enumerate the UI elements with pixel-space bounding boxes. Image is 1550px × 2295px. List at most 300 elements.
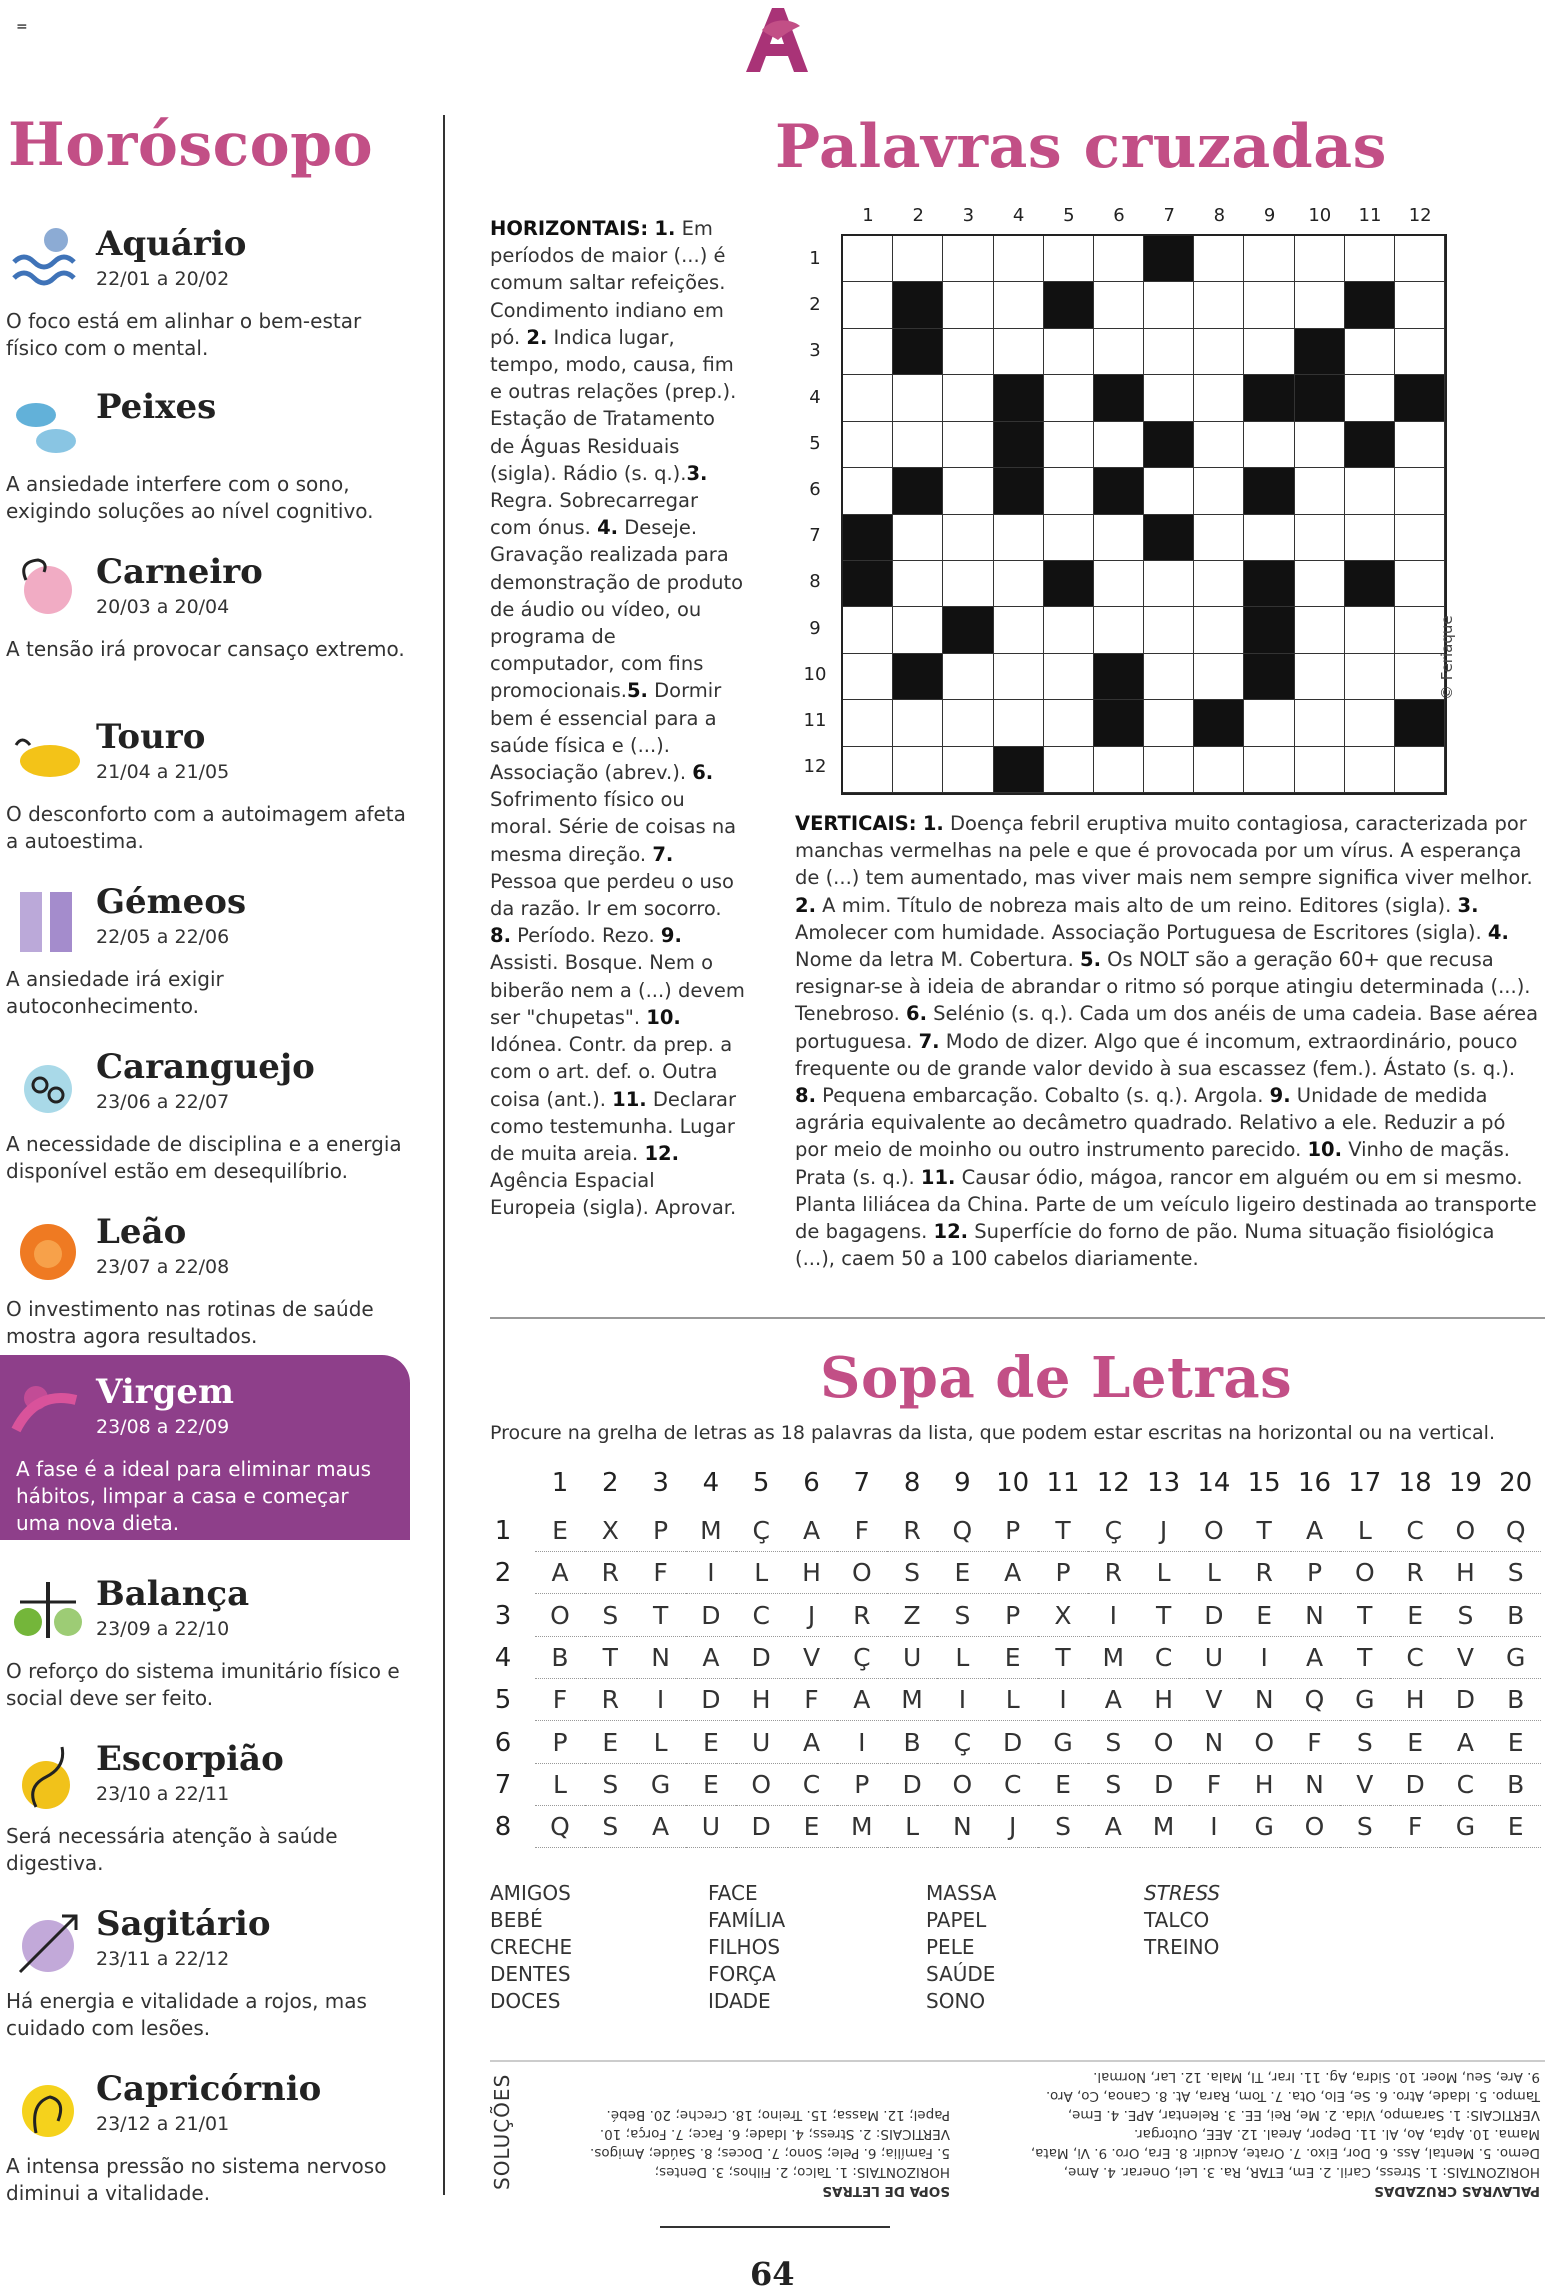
crossword-cell[interactable] — [1044, 375, 1094, 421]
word-search-letter[interactable]: O — [937, 1764, 987, 1806]
word-search-letter[interactable]: D — [686, 1595, 736, 1637]
word-search-letter[interactable]: N — [1290, 1764, 1340, 1806]
word-search-letter[interactable]: G — [1440, 1806, 1490, 1848]
word-search-letter[interactable]: C — [787, 1764, 837, 1806]
crossword-cell[interactable] — [1194, 375, 1244, 421]
crossword-cell[interactable] — [1144, 468, 1194, 514]
crossword-cell[interactable] — [893, 515, 943, 561]
word-search-letter[interactable]: B — [887, 1722, 937, 1764]
crossword-cell[interactable] — [843, 375, 893, 421]
word-search-letter[interactable]: I — [837, 1722, 887, 1764]
word-search-letter[interactable]: H — [1390, 1679, 1440, 1721]
word-search-letter[interactable]: S — [585, 1806, 635, 1848]
crossword-cell[interactable] — [893, 561, 943, 607]
word-search-letter[interactable]: E — [585, 1722, 635, 1764]
crossword-cell[interactable] — [943, 561, 993, 607]
word-search-letter[interactable]: O — [736, 1764, 786, 1806]
word-search-letter[interactable]: E — [1390, 1595, 1440, 1637]
word-search-letter[interactable]: E — [686, 1722, 736, 1764]
word-search-letter[interactable]: Q — [535, 1806, 585, 1848]
crossword-cell[interactable] — [1295, 654, 1345, 700]
crossword-cell[interactable] — [1295, 515, 1345, 561]
word-search-letter[interactable]: O — [1290, 1806, 1340, 1848]
word-search-letter[interactable]: V — [1340, 1764, 1390, 1806]
word-search-letter[interactable]: V — [1440, 1637, 1490, 1679]
crossword-cell[interactable] — [1144, 700, 1194, 746]
word-search-letter[interactable]: Q — [1290, 1679, 1340, 1721]
crossword-cell[interactable] — [943, 282, 993, 328]
crossword-cell[interactable] — [1345, 654, 1395, 700]
crossword-black-cell — [893, 329, 943, 375]
word-search-col-label: 13 — [1147, 1468, 1181, 1498]
word-search-col-label: 14 — [1197, 1468, 1231, 1498]
word-search-letter[interactable]: N — [1189, 1722, 1239, 1764]
word-search-row-label: 6 — [494, 1727, 512, 1758]
word-search-letter[interactable]: L — [988, 1679, 1038, 1721]
crossword-cell[interactable] — [1244, 282, 1294, 328]
word-search-letter[interactable]: H — [1139, 1679, 1189, 1721]
crossword-cell[interactable] — [994, 282, 1044, 328]
word-search-letter[interactable]: H — [736, 1679, 786, 1721]
crossword-cell[interactable] — [1144, 747, 1194, 793]
crossword-cell[interactable] — [1094, 422, 1144, 468]
word-search-letter[interactable]: B — [1491, 1764, 1541, 1806]
word-search-letter[interactable]: B — [1491, 1595, 1541, 1637]
word-search-letter[interactable]: A — [837, 1679, 887, 1721]
crossword-cell[interactable] — [1194, 329, 1244, 375]
crossword-cell[interactable] — [1194, 236, 1244, 282]
word-search-letter[interactable]: R — [585, 1679, 635, 1721]
crossword-cell[interactable] — [843, 422, 893, 468]
word-search-letter[interactable]: P — [1290, 1552, 1340, 1594]
crossword-cell[interactable] — [893, 747, 943, 793]
word-list-item: STRESS — [1144, 1881, 1221, 1905]
word-search-letter[interactable]: R — [585, 1552, 635, 1594]
crossword-cell[interactable] — [943, 468, 993, 514]
word-search-letter[interactable]: L — [1189, 1552, 1239, 1594]
word-search-letter[interactable]: Ç — [1088, 1510, 1138, 1552]
crossword-cell[interactable] — [1295, 607, 1345, 653]
word-search-letter[interactable]: P — [1038, 1552, 1088, 1594]
word-search-letter[interactable]: T — [636, 1595, 686, 1637]
word-search-letter[interactable]: A — [1088, 1679, 1138, 1721]
crossword-cell[interactable] — [843, 468, 893, 514]
word-search-letter[interactable]: S — [1088, 1722, 1138, 1764]
word-search-letter[interactable]: F — [535, 1679, 585, 1721]
word-search-letter[interactable]: V — [1189, 1679, 1239, 1721]
word-search-letter[interactable]: N — [1290, 1595, 1340, 1637]
crossword-cell[interactable] — [1395, 236, 1445, 282]
word-search-letter[interactable]: M — [887, 1679, 937, 1721]
word-search-letter[interactable]: L — [636, 1722, 686, 1764]
crossword-cell[interactable] — [1194, 282, 1244, 328]
crossword-cell[interactable] — [1295, 561, 1345, 607]
crossword-cell[interactable] — [893, 422, 943, 468]
crossword-cell[interactable] — [1044, 607, 1094, 653]
word-search-letter[interactable]: G — [636, 1764, 686, 1806]
word-search-letter[interactable]: S — [1340, 1722, 1390, 1764]
word-search-letter[interactable]: L — [1139, 1552, 1189, 1594]
word-search-letter[interactable]: X — [1038, 1595, 1088, 1637]
word-search-letter[interactable]: O — [1189, 1510, 1239, 1552]
crossword-cell[interactable] — [893, 607, 943, 653]
word-search-letter[interactable]: B — [535, 1637, 585, 1679]
crossword-cell[interactable] — [1144, 375, 1194, 421]
crossword-cell[interactable] — [1144, 654, 1194, 700]
word-search-letter[interactable]: S — [887, 1552, 937, 1594]
word-search-letter[interactable]: I — [686, 1552, 736, 1594]
clue-text: Declarar como testemunha. Lugar de muita areia. — [490, 1087, 736, 1165]
word-search-letter[interactable]: E — [937, 1552, 987, 1594]
crossword-solutions-heading: PALAVRAS CRUZADAS — [1374, 2183, 1540, 2199]
crossword-cell[interactable] — [1094, 329, 1144, 375]
crossword-cell[interactable] — [1295, 747, 1345, 793]
crossword-cell[interactable] — [843, 236, 893, 282]
word-search-letter[interactable]: E — [535, 1510, 585, 1552]
crossword-cell[interactable] — [1395, 515, 1445, 561]
crossword-cell[interactable] — [1295, 468, 1345, 514]
crossword-cell[interactable] — [1044, 329, 1094, 375]
word-search-letter[interactable]: X — [585, 1510, 635, 1552]
crossword-cell[interactable] — [1094, 561, 1144, 607]
word-search-letter[interactable]: A — [988, 1552, 1038, 1594]
word-search-letter[interactable]: B — [1491, 1679, 1541, 1721]
word-search-letter[interactable]: F — [1290, 1722, 1340, 1764]
crossword-cell[interactable] — [893, 700, 943, 746]
crossword-cell[interactable] — [943, 700, 993, 746]
crossword-cell[interactable] — [1295, 282, 1345, 328]
crossword-cell[interactable] — [1044, 468, 1094, 514]
crossword-cell[interactable] — [1395, 468, 1445, 514]
word-search-letter[interactable]: O — [837, 1552, 887, 1594]
crossword-cell[interactable] — [1194, 561, 1244, 607]
word-search-letter[interactable]: A — [686, 1637, 736, 1679]
clue-text: Pessoa que perdeu o uso da razão. Ir em socorro. — [490, 869, 734, 921]
word-search-letter[interactable]: D — [686, 1679, 736, 1721]
crossword-cell[interactable] — [843, 282, 893, 328]
word-search-letter[interactable]: L — [937, 1637, 987, 1679]
crossword-cell[interactable] — [843, 700, 893, 746]
word-search-letter[interactable]: F — [1390, 1806, 1440, 1848]
word-search-letter[interactable]: S — [1491, 1552, 1541, 1594]
crossword-cell[interactable] — [843, 329, 893, 375]
word-search-letter[interactable]: N — [1239, 1679, 1289, 1721]
word-search-letter[interactable]: U — [1189, 1637, 1239, 1679]
crossword-cell[interactable] — [1044, 515, 1094, 561]
word-search-letter[interactable]: C — [1390, 1510, 1440, 1552]
word-search-letter[interactable]: Q — [1491, 1510, 1541, 1552]
word-search-letter[interactable]: A — [1290, 1510, 1340, 1552]
crossword-cell[interactable] — [1244, 700, 1294, 746]
word-search-letter[interactable]: R — [1239, 1552, 1289, 1594]
crab-icon — [6, 1045, 92, 1129]
clue-text: Doença febril eruptiva muito contagiosa, caracterizada por manchas vermelhas na pele e que é provocada por um vírus. A esperança de (...) tem aumentado, mas viver mais nem sempre significa viver melhor. — [795, 812, 1533, 890]
word-search-letter[interactable]: N — [937, 1806, 987, 1848]
crossword-cell[interactable] — [943, 329, 993, 375]
word-search-letter[interactable]: E — [1491, 1806, 1541, 1848]
word-search-letter[interactable]: T — [1038, 1637, 1088, 1679]
word-search-letter[interactable]: T — [1340, 1637, 1390, 1679]
crossword-cell[interactable] — [843, 654, 893, 700]
word-search-letter[interactable]: T — [1340, 1595, 1390, 1637]
crossword-cell[interactable] — [1194, 422, 1244, 468]
crossword-cell[interactable] — [1244, 747, 1294, 793]
word-search-letter[interactable]: E — [988, 1637, 1038, 1679]
word-search-letter[interactable]: P — [988, 1595, 1038, 1637]
word-search-letter[interactable]: Z — [887, 1595, 937, 1637]
crossword-cell[interactable] — [1194, 468, 1244, 514]
crossword-cell[interactable] — [943, 747, 993, 793]
crossword-cell[interactable] — [1194, 515, 1244, 561]
word-search-letter[interactable]: D — [1390, 1764, 1440, 1806]
word-search-letter[interactable]: S — [1038, 1806, 1088, 1848]
crossword-cell[interactable] — [1395, 561, 1445, 607]
crossword-cell[interactable] — [1345, 468, 1395, 514]
word-search-letter[interactable]: S — [1340, 1806, 1390, 1848]
word-search-letter[interactable]: T — [585, 1637, 635, 1679]
word-search-letter[interactable]: G — [1038, 1722, 1088, 1764]
word-search-letter[interactable]: J — [787, 1595, 837, 1637]
crossword-cell[interactable] — [1044, 700, 1094, 746]
word-search-letter[interactable]: D — [736, 1637, 786, 1679]
word-search-letter[interactable]: T — [1239, 1510, 1289, 1552]
word-search-letter[interactable]: E — [1390, 1722, 1440, 1764]
word-search-letter[interactable]: R — [837, 1595, 887, 1637]
word-search-letter[interactable]: C — [988, 1764, 1038, 1806]
word-column — [708, 1880, 908, 2015]
word-search-letter[interactable]: I — [1189, 1806, 1239, 1848]
word-search-letter[interactable]: L — [887, 1806, 937, 1848]
crossword-col-label: 1 — [862, 205, 874, 226]
clue-number: 6. — [692, 761, 714, 785]
sign-text: A fase é a ideal para eliminar maus hábitos, limpar a casa e começar uma nova dieta. — [16, 1457, 372, 1535]
crossword-cell[interactable] — [1345, 700, 1395, 746]
word-search-letter[interactable]: S — [937, 1595, 987, 1637]
crossword-cell[interactable] — [943, 422, 993, 468]
word-search-letter[interactable]: G — [1340, 1679, 1390, 1721]
section-divider — [490, 1317, 1545, 1319]
word-search-letter[interactable]: O — [535, 1595, 585, 1637]
word-search-col-label: 2 — [602, 1468, 619, 1498]
word-search-letter[interactable]: Q — [937, 1510, 987, 1552]
crossword-cell[interactable] — [1094, 607, 1144, 653]
word-search-letter[interactable]: L — [535, 1764, 585, 1806]
crossword-cell[interactable] — [1345, 515, 1395, 561]
word-search-letter[interactable]: P — [636, 1510, 686, 1552]
crossword-row-label: 6 — [809, 479, 821, 500]
word-search-letter[interactable]: D — [887, 1764, 937, 1806]
word-search-letter[interactable]: H — [787, 1552, 837, 1594]
word-search-letter[interactable]: G — [1491, 1637, 1541, 1679]
crossword-cell[interactable] — [1295, 422, 1345, 468]
crossword-cell[interactable] — [1295, 700, 1345, 746]
crossword-cell[interactable] — [943, 515, 993, 561]
word-search-letter[interactable]: I — [1038, 1679, 1088, 1721]
crossword-cell[interactable] — [1144, 607, 1194, 653]
lion-icon — [6, 1210, 92, 1294]
crossword-cell[interactable] — [1345, 375, 1395, 421]
word-search-letter[interactable]: Ç — [837, 1637, 887, 1679]
word-search-letter[interactable]: U — [686, 1806, 736, 1848]
word-search-letter[interactable]: P — [535, 1722, 585, 1764]
word-search-letter[interactable]: R — [1088, 1552, 1138, 1594]
crossword-black-cell — [1094, 700, 1144, 746]
word-search-letter[interactable]: C — [1440, 1764, 1490, 1806]
crossword-cell[interactable] — [994, 515, 1044, 561]
word-search-letter[interactable]: U — [736, 1722, 786, 1764]
word-search-letter[interactable]: E — [787, 1806, 837, 1848]
crossword-cell[interactable] — [1194, 747, 1244, 793]
word-search-letter[interactable]: A — [787, 1510, 837, 1552]
crossword-cell[interactable] — [1044, 422, 1094, 468]
sign-dates: 22/01 a 20/02 — [96, 268, 230, 290]
word-search-letter[interactable]: E — [1239, 1595, 1289, 1637]
word-search-letter[interactable]: D — [1189, 1595, 1239, 1637]
word-search-letter[interactable]: R — [1390, 1552, 1440, 1594]
word-search-letter[interactable]: P — [837, 1764, 887, 1806]
sign-dates: 23/07 a 22/08 — [96, 1256, 230, 1278]
word-search-letter[interactable]: A — [636, 1806, 686, 1848]
crossword-cell[interactable] — [1094, 236, 1144, 282]
crossword-cell[interactable] — [1144, 282, 1194, 328]
word-search-letter[interactable]: C — [1139, 1637, 1189, 1679]
sign-name: Carneiro — [96, 552, 263, 592]
crossword-cell[interactable] — [1144, 329, 1194, 375]
word-search-letter[interactable]: R — [887, 1510, 937, 1552]
crossword-cell[interactable] — [1094, 747, 1144, 793]
word-search-letter[interactable]: C — [1390, 1637, 1440, 1679]
word-search-letter[interactable]: D — [988, 1722, 1038, 1764]
crossword-cell[interactable] — [1345, 329, 1395, 375]
word-search-letter[interactable]: I — [937, 1679, 987, 1721]
word-search-letter[interactable]: I — [1088, 1595, 1138, 1637]
crossword-cell[interactable] — [994, 236, 1044, 282]
word-search-letter[interactable]: M — [1088, 1637, 1138, 1679]
word-search-letter[interactable]: E — [686, 1764, 736, 1806]
crossword-cell[interactable] — [1395, 282, 1445, 328]
word-search-letter[interactable]: O — [1139, 1722, 1189, 1764]
crossword-cell[interactable] — [994, 607, 1044, 653]
word-search-letter[interactable]: U — [887, 1637, 937, 1679]
word-search-letter[interactable]: D — [736, 1806, 786, 1848]
clue-text: Assisti. Bosque. Nem o biberão nem a (...) devem ser "chupetas". — [490, 951, 745, 1029]
crossword-cell[interactable] — [994, 329, 1044, 375]
word-search-letter[interactable]: Ç — [937, 1722, 987, 1764]
word-search-letter[interactable]: F — [636, 1552, 686, 1594]
word-search-letter[interactable]: N — [636, 1637, 686, 1679]
crossword-cell[interactable] — [1345, 607, 1395, 653]
crossword-cell[interactable] — [994, 700, 1044, 746]
crossword-cell[interactable] — [1244, 422, 1294, 468]
word-search-letter[interactable]: L — [1340, 1510, 1390, 1552]
crossword-cell[interactable] — [1094, 282, 1144, 328]
word-search-letter[interactable]: C — [736, 1595, 786, 1637]
crossword-cell[interactable] — [943, 654, 993, 700]
word-search-letter[interactable]: H — [1440, 1552, 1490, 1594]
crossword-cell[interactable] — [1194, 654, 1244, 700]
scales-icon — [6, 1572, 92, 1656]
word-search-letter[interactable]: S — [585, 1764, 635, 1806]
word-search-letter[interactable]: A — [787, 1722, 837, 1764]
crossword-cell[interactable] — [1395, 329, 1445, 375]
word-search-letter[interactable]: D — [1139, 1764, 1189, 1806]
word-search-letter[interactable]: S — [1440, 1595, 1490, 1637]
crossword-cell[interactable] — [893, 375, 943, 421]
crossword-cell[interactable] — [943, 236, 993, 282]
word-search-letter[interactable]: Ç — [736, 1510, 786, 1552]
word-search-row-label: 8 — [494, 1812, 512, 1843]
word-search-letter[interactable]: E — [1038, 1764, 1088, 1806]
goat-icon — [6, 2067, 92, 2151]
word-search-letter[interactable]: A — [535, 1552, 585, 1594]
word-search-letter[interactable]: O — [1239, 1722, 1289, 1764]
word-search-row-label: 3 — [494, 1600, 512, 1631]
word-search-letter[interactable]: F — [787, 1679, 837, 1721]
word-search-letter[interactable]: D — [1440, 1679, 1490, 1721]
word-search-letter[interactable]: O — [1340, 1552, 1390, 1594]
crossword-cell[interactable] — [1395, 747, 1445, 793]
crossword-cell[interactable] — [994, 654, 1044, 700]
word-search-letter[interactable]: M — [686, 1510, 736, 1552]
word-search-letter[interactable]: A — [1088, 1806, 1138, 1848]
word-search-letter[interactable]: T — [1038, 1510, 1088, 1552]
crossword-cell[interactable] — [1044, 747, 1094, 793]
word-search-letter[interactable]: S — [585, 1595, 635, 1637]
crossword-black-cell — [943, 607, 993, 653]
word-search-letter[interactable]: S — [1088, 1764, 1138, 1806]
word-search-letter[interactable]: H — [1239, 1764, 1289, 1806]
crossword-cell[interactable] — [1244, 236, 1294, 282]
word-search-letter[interactable]: A — [1290, 1637, 1340, 1679]
word-search-letter[interactable]: P — [988, 1510, 1038, 1552]
crossword-cell[interactable] — [1194, 607, 1244, 653]
word-search-letter[interactable]: A — [1440, 1722, 1490, 1764]
crossword-cell[interactable] — [1044, 236, 1094, 282]
word-search-letter[interactable]: G — [1239, 1806, 1289, 1848]
word-search-letter[interactable]: L — [736, 1552, 786, 1594]
crossword-cell[interactable] — [1144, 561, 1194, 607]
word-search-letter[interactable]: F — [837, 1510, 887, 1552]
crossword-cell[interactable] — [1244, 515, 1294, 561]
word-search-letter[interactable]: O — [1440, 1510, 1490, 1552]
crossword-cell[interactable] — [1244, 329, 1294, 375]
word-search-letter[interactable]: J — [1139, 1510, 1189, 1552]
word-search-letter[interactable]: I — [1239, 1637, 1289, 1679]
word-search-letter[interactable]: I — [636, 1679, 686, 1721]
crossword-cell[interactable] — [994, 561, 1044, 607]
crossword-cell[interactable] — [943, 375, 993, 421]
word-search-letter[interactable]: M — [1139, 1806, 1189, 1848]
crossword-cell[interactable] — [1395, 422, 1445, 468]
crossword-cell[interactable] — [893, 236, 943, 282]
word-search-letter[interactable]: M — [837, 1806, 887, 1848]
word-search-letter[interactable]: F — [1189, 1764, 1239, 1806]
word-search-letter[interactable]: T — [1139, 1595, 1189, 1637]
word-search-letter[interactable]: V — [787, 1637, 837, 1679]
crossword-cell[interactable] — [1345, 236, 1395, 282]
crossword-black-cell — [1044, 282, 1094, 328]
crossword-cell[interactable] — [1094, 515, 1144, 561]
crossword-cell[interactable] — [1044, 654, 1094, 700]
crossword-cell[interactable] — [843, 747, 893, 793]
crossword-cell[interactable] — [1295, 236, 1345, 282]
word-list-item: FORÇA — [708, 1962, 776, 1986]
sign-dates: 23/06 a 22/07 — [96, 1091, 230, 1113]
crossword-cell[interactable] — [843, 607, 893, 653]
crossword-cell[interactable] — [1345, 747, 1395, 793]
word-search-letter[interactable]: J — [988, 1806, 1038, 1848]
word-search-letter[interactable]: E — [1491, 1722, 1541, 1764]
